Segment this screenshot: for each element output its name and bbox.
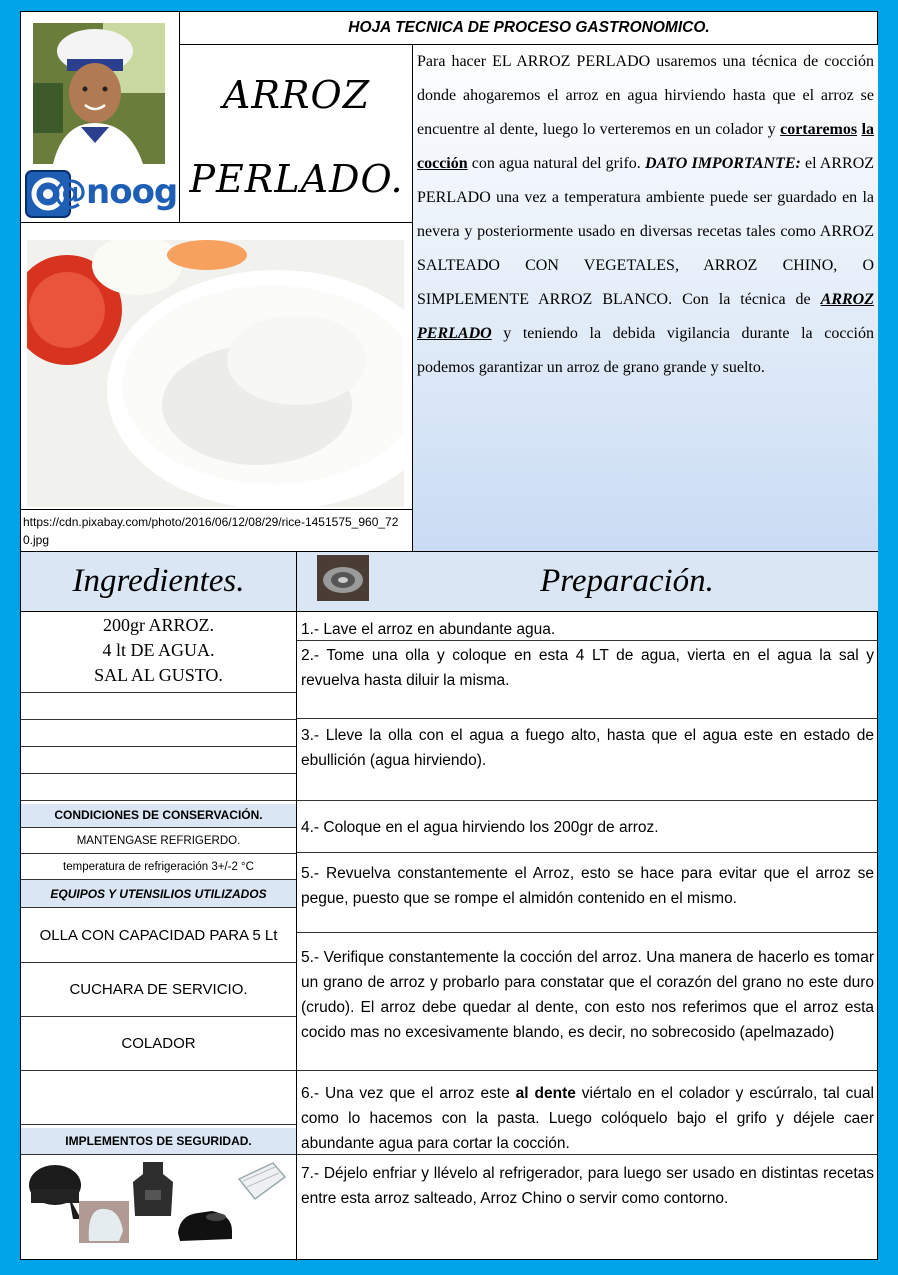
step-5: 5.- Revuelva constantemente el Arroz, esto se hace para evitar que el arroz se pegue, puesto que se rompe el almidón contenido en el mismo. [297,853,878,933]
step-6-text-b: viértalo en el colador y escúrralo, tal cual como lo hacemos con la pasta. Luego colóquelo bajo el grifo y déjele caer abundante agua para cortar la cocción. [301,1085,875,1152]
face-mask-icon [233,1159,289,1209]
dish-name [180,45,413,223]
important-note: DATO IMPORTANTE: [644,155,801,172]
intro-underline-3: cocción [417,155,468,172]
step-4: 4.- Coloque en el agua hirviendo los 200gr de arroz. [297,801,878,853]
dish-name-line2: PERLADO. [189,157,404,201]
preparation-steps [297,612,878,1261]
step-5b: 5.- Verifique constantemente la cocción del arroz. Una manera de hacerlo es tomar un grano de arroz y probarlo para constatar que el corazón del grano no este duro (crudo). El arroz debe quedar al dente, con esto nos referimos que el arroz esta cocido mas no excesivamente blando, es decir, no sobrecosido (apelmazado) [297,933,878,1071]
equipment-item: OLLA CON CAPACIDAD PARA 5 Lt [21,908,296,963]
brand-text: @noog [53,172,178,212]
equipment-heading: EQUIPOS Y UTENSILIOS UTILIZADOS [21,880,296,908]
chef-panel [21,12,180,223]
ingredient-item: 4 lt DE AGUA. [102,640,215,660]
chef-photo [33,23,165,164]
ingredient-empty-row [21,747,296,774]
page-title: HOJA TECNICA DE PROCESO GASTRONOMICO. [180,12,878,45]
conservation-heading: CONDICIONES DE CONSERVACIÓN. [21,804,296,828]
ingredient-item: 200gr ARROZ. [102,615,214,635]
left-column [21,612,297,1261]
preparation-heading [297,551,878,612]
rice-photo [27,240,404,507]
dish-name-line1: ARROZ [222,73,371,117]
intro-text-2: con agua natural del grifo. [467,155,645,172]
equipment-item: CUCHARA DE SERVICIO. [21,963,296,1017]
intro-underline-2: la [861,121,875,138]
stove-burner-icon [317,555,369,601]
brand-logo [25,170,176,220]
step-3: 3.- Lleve la olla con el agua a fuego alto, hasta que el agua este en estado de ebullición (agua hirviendo). [297,719,878,801]
equipment-empty-row [21,1071,296,1125]
recipe-sheet [20,11,878,1260]
intro-text-3: el ARROZ PERLADO una vez a temperatura ambiente puede ser guardado en la nevera y posteriormente usado en diversas recetas tales como ARROZ SALTEADO CON VEGETALES, ARROZ CHINO, O SIMPLEMENTE ARROZ BLANCO. Con la técnica de [417,155,875,308]
intro-text-1: Para hacer EL ARROZ PERLADO usaremos una técnica de cocción donde ahogaremos el arroz en agua hirviendo hasta que el arroz se encuentre al dente, luego lo verteremos en un colador y [417,53,874,138]
ingredient-item: SAL AL GUSTO. [21,662,296,693]
rice-photo-panel [21,223,413,551]
step-6 [297,1071,878,1155]
ingredient-empty-row [21,720,296,747]
step-7: 7.- Déjelo enfriar y llévelo al refrigerador, para luego ser usado en distintas recetas entre esta arroz salteado, Arroz Chino o servir como contorno. [301,1165,874,1207]
intro-emphasis-1: ARROZ [820,291,874,308]
apron-icon [131,1160,175,1216]
intro-underline-1: cortaremos [780,121,858,138]
step-6-emphasis: al dente [515,1085,576,1102]
ingredients-heading: Ingredientes. [21,551,297,612]
safety-equipment-images [21,1155,296,1255]
ingredient-empty-row [21,693,296,720]
safety-shoe-icon [176,1203,234,1245]
equipment-item: COLADOR [21,1017,296,1071]
photo-source-caption: https://cdn.pixabay.com/photo/2016/06/12/08/29/rice-1451575_960_720.jpg [21,509,413,551]
intro-emphasis-2: PERLADO [417,325,492,342]
ingredient-empty-row [21,774,296,801]
step-1: 1.- Lave el arroz en abundante agua. [297,615,878,641]
glove-icon [79,1201,129,1243]
chef-hat-icon [25,1161,87,1221]
intro-paragraph [413,45,878,551]
safety-heading: IMPLEMENTOS DE SEGURIDAD. [21,1128,296,1155]
preparation-title: Preparación. [540,563,714,599]
step-6-text-a: 6.- Una vez que el arroz este [301,1085,516,1102]
intro-text-4: y teniendo la debida vigilancia durante la cocción podemos garantizar un arroz de grano grande y suelto. [417,325,874,376]
conservation-storage: MANTENGASE REFRIGERDO. [21,828,296,854]
conservation-temperature: temperatura de refrigeración 3+/-2 °C [21,854,296,880]
step-2: 2.- Tome una olla y coloque en esta 4 LT de agua, vierta en el agua la sal y revuelva hasta diluir la misma. [297,641,878,719]
